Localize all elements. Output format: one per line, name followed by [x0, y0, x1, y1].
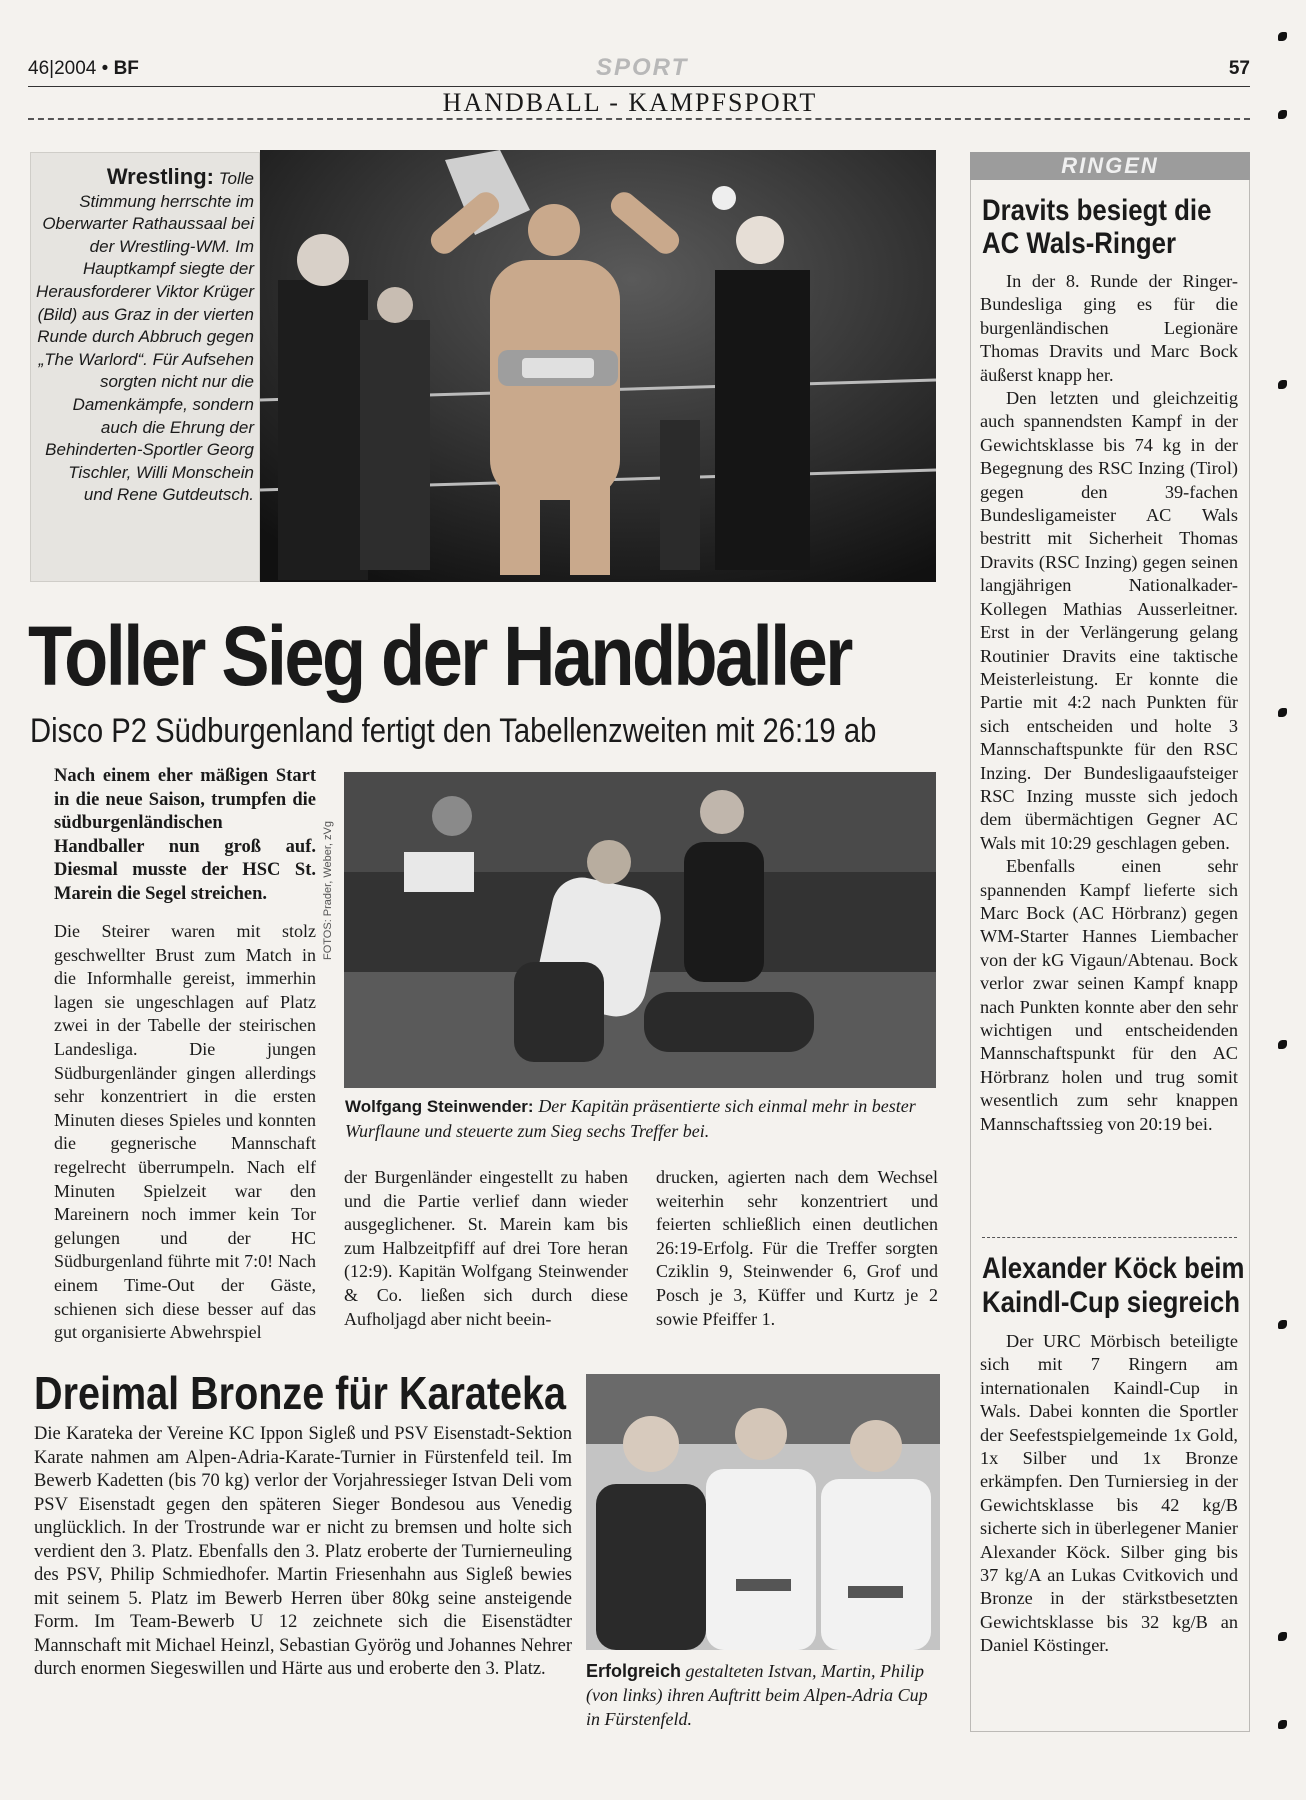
- karate-photo-caption: [586, 1659, 946, 1731]
- paper-name: BF: [113, 58, 139, 79]
- handball-photo: [344, 772, 936, 1088]
- margin-bullet: [1278, 1320, 1287, 1329]
- margin-bullet: [1278, 1040, 1287, 1049]
- margin-bullet: [1278, 1720, 1287, 1729]
- wrestling-photo: [260, 150, 936, 582]
- ringen-headline-1: [982, 194, 1211, 260]
- photo-credit: FOTOS: Prader, Weber, zVg: [322, 821, 334, 960]
- sidebar-divider: [982, 1237, 1237, 1238]
- ringen-story-1-p3: Ebenfalls einen sehr spannenden Kampf lieferte sich Marc Bock (AC Hörbranz) gegen WM-Starter Hannes Liembacher von der kG Vigaun/Abtenau. Bock verlor zwar seinen Kampf knapp nach Punkten konnte aber den sehr wichtigen und entscheidenden Mannschaftspunkt für den AC Hörbranz holen und trug somit wesentlich zum sehr knappen Mannschaftssieg von 20:19 bei.: [980, 856, 1238, 1134]
- ringen-headline-1-line-1: Dravits besiegt die: [982, 194, 1212, 227]
- ringen-rubric: RINGEN: [970, 152, 1250, 180]
- wrestling-caption-text: Tolle Stimmung herrschte im Oberwarter Rathaussaal bei der Wrestling-WM. Im Hauptkampf siegte der Herausforderer Viktor Krüger (Bild) aus Graz in der vierten Runde durch Abbruch gegen „The Warlord“. Für Aufsehen sorgten nicht nur die Damenkämpfe, sondern auch die Ehrung der Behinderten-Sportler Georg Tischler, Willi Monschein und Rene Gutdeutsch.: [36, 169, 254, 505]
- margin-bullet: [1278, 32, 1287, 41]
- handball-caption-text: Der Kapitän präsentierte sich einmal mehr in bester Wurflaune und steuerte zum Sieg sechs Treffer bei.: [345, 1096, 916, 1141]
- handball-caption-name: Wolfgang Steinwender:: [345, 1097, 534, 1116]
- margin-bullet: [1278, 708, 1287, 717]
- karate-headline: Dreimal Bronze für Karateka: [34, 1367, 567, 1419]
- separator-dot: •: [101, 58, 109, 79]
- handball-photo-art: [344, 772, 936, 1088]
- page-number: 57: [1228, 58, 1250, 79]
- margin-bullet: [1278, 380, 1287, 389]
- ringen-story-1-p1: In der 8. Runde der Ringer-Bundesliga ging es für die burgenländischen Legionäre Thomas Dravits und Marc Bock äußerst knapp her.: [980, 271, 1238, 385]
- ringen-headline-2-line-2: Kaindl-Cup siegreich: [982, 1286, 1241, 1319]
- karate-photo-art: [586, 1374, 940, 1650]
- ringen-headline-2: [982, 1252, 1244, 1320]
- margin-bullet: [1278, 1632, 1287, 1641]
- karate-body: Die Karateka der Vereine KC Ippon Sigleß und PSV Eisenstadt-Sektion Karate nahmen am Alpen-Adria-Karate-Turnier in Fürstenfeld teil. Im Bewerb Kadetten (bis 70 kg) verlor der Vorjahressieger Istvan Deli vom PSV Eisenstadt gegen den späteren Sieger Bondesou aus Venedig unglücklich. In der Trostrunde war er nicht zu bremsen und holte sich verdient den 3. Platz. Ebenfalls den 3. Platz eroberte der Turnierneuling des PSV, Philip Schmiedhofer. Martin Friesenhahn aus Sigleß bewies mit seinem 5. Platz im Bewerb Herren über 80kg seine ansteigende Form. Im Team-Bewerb U 12 zeichnete sich die Eisenstädter Mannschaft mit Michael Heinzl, Sebastian Györög und Johannes Nehrer durch enormen Siegeswillen und Härte aus und eroberte den 3. Platz.: [34, 1424, 572, 1679]
- dashed-divider: [28, 118, 1250, 120]
- wrestling-photo-art: [260, 150, 936, 582]
- section-subtitle: HANDBALL - KAMPFSPORT: [442, 88, 818, 117]
- karate-caption-name: Erfolgreich: [586, 1661, 682, 1681]
- handball-headline: Toller Sieg der Handballer: [28, 609, 851, 703]
- wrestling-label: Wrestling:: [106, 164, 214, 189]
- section-title: SPORT: [596, 54, 689, 81]
- wrestling-caption: [36, 166, 254, 507]
- handball-lead: Nach einem eher mäßigen Start in die neue Saison, trumpfen die südburgenländischen Handballer nun groß auf. Diesmal musste der HSC St. Marein die Segel streichen.: [54, 766, 316, 904]
- handball-photo-caption: [345, 1094, 935, 1144]
- issue-label: [28, 58, 139, 80]
- karate-caption-text: gestalteten Istvan, Martin, Philip (von links) ihren Auftritt beim Alpen-Adria Cup in Fürstenfeld.: [586, 1661, 928, 1729]
- karate-photo: [586, 1374, 940, 1650]
- ringen-headline-1-line-2: AC Wals-Ringer: [982, 227, 1176, 260]
- ringen-story-2: Der URC Mörbisch beteiligte sich mit 7 Ringern am internationalen Kaindl-Cup in Wals. Dabei konnten die Sportler der Seefestspielgemeinde 1x Gold, 1x Silber und 1x Bronze erkämpfen. Den Turniersieg in der Gewichtsklasse bis 42 kg/B sicherte sich in überlegener Manier Alexander Köck. Silber ging bis 37 kg/A an Lukas Cvitkovich und Bronze in der stärkstbesetzten Gewichtsklasse bis 32 kg/B an Daniel Köstinger.: [980, 1331, 1238, 1656]
- margin-bullet: [1278, 110, 1287, 119]
- ringen-headline-2-line-1: Alexander Köck beim: [982, 1252, 1245, 1285]
- handball-deck: Disco P2 Südburgenland fertigt den Tabellenzweiten mit 26:19 ab: [30, 712, 877, 750]
- ringen-story-1: [980, 270, 1238, 1136]
- header-rule: [28, 86, 1250, 87]
- handball-col-1: Die Steirer waren mit stolz geschwellter Brust zum Match in die Informhalle gereist, immerhin lagen sie ungeschlagen auf Platz zwei in der Tabelle der steirischen Landesliga. Die jungen Südburgenländer gingen allerdings sehr konzentriert in die ersten Minuten dieses Spieles und konnten die gegnerische Mannschaft regelrecht überrumpeln. Nach elf Minuten Spielzeit war den Mareinern noch immer kein Tor gelungen und der HC Südburgenland führte mit 7:0! Nach einem Time-Out der Gäste, schienen sich diese besser auf das gut organisierte Abwehrspiel: [54, 921, 316, 1343]
- handball-col-2: der Burgenländer eingestellt zu haben und die Partie verlief dann wieder ausgeglichener. St. Marein kam bis zum Halbzeitpfiff auf drei Tore heran (12:9). Kapitän Wolfgang Steinwender & Co. ließen sich durch diese Aufholjagd aber nicht beein-: [344, 1167, 628, 1329]
- ringen-story-1-p2: Den letzten und gleichzeitig auch spannendsten Kampf in der Gewichtsklasse bis 74 kg in der Begegnung des RSC Inzing (Tirol) gegen den 39-fachen Bundesligameister AC Wals bestritt mit Sicherheit Thomas Dravits (RSC Inzing) gegen seinen langjährigen Nationalkader-Kollegen Mathias Ausserleitner. Erst in der Verlängerung gelang Routinier Dravits eine taktische Meisterleistung. Er konnte die Partie mit 4:2 nach Punkten für sich entscheiden und holte 3 Mannschaftspunkte für den RSC Inzing. Der Bundesligaaufsteiger RSC Inzing musste sich jedoch dem übermächtigen Gegner AC Wals mit 10:29 geschlagen geben.: [980, 388, 1238, 853]
- issue-number: 46|2004: [28, 58, 97, 79]
- handball-col-3: drucken, agierten nach dem Wechsel weiterhin sehr konzentriert und feierten schließlich einen deutlichen 26:19-Erfolg. Für die Treffer sorgten Cziklin 9, Steinwender 6, Grof und Posch je 3, Küffer und Kurtz je 2 sowie Pfeiffer 1.: [656, 1167, 938, 1329]
